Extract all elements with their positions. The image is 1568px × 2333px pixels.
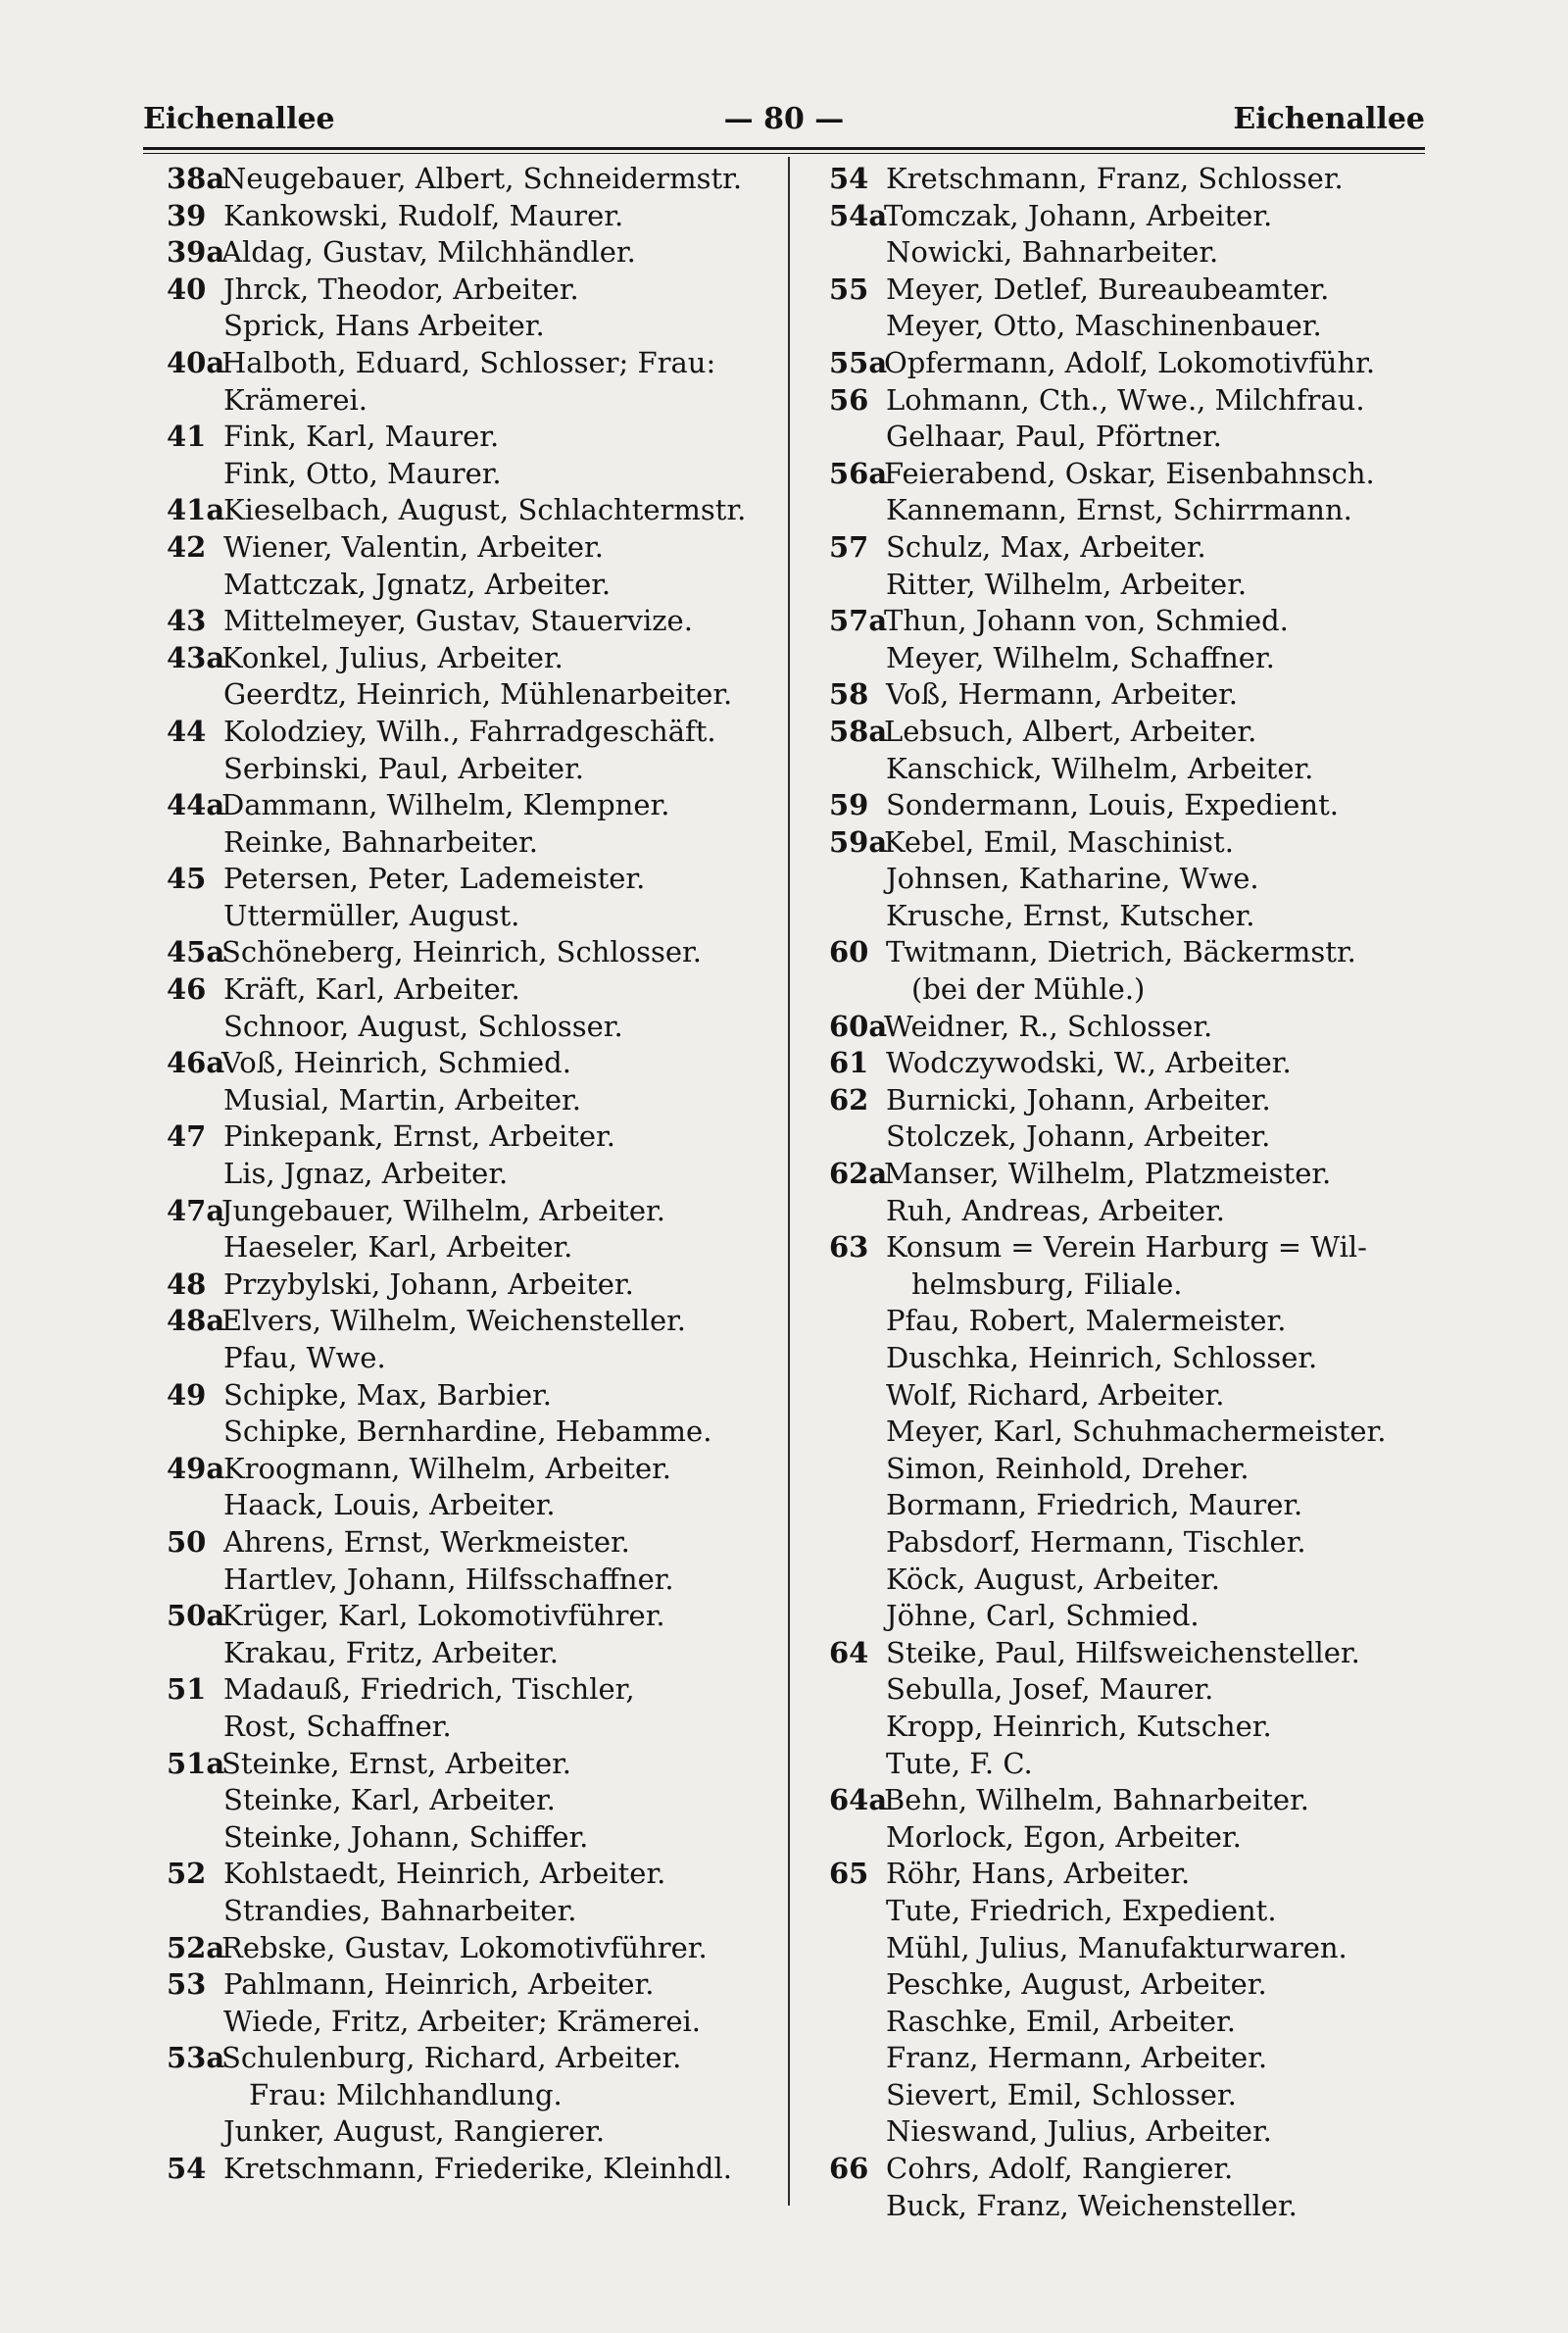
resident-text: Musial, Martin, Arbeiter.	[223, 1082, 581, 1117]
resident-text: Weidner, R., Schlosser.	[884, 1009, 1213, 1043]
house-number: 39a	[167, 235, 225, 270]
resident-text: Johnsen, Katharine, Wwe.	[886, 862, 1259, 896]
directory-entry	[167, 2004, 774, 2041]
directory-entry	[167, 198, 774, 235]
resident-text: Kroogmann, Wilhelm, Arbeiter.	[223, 1451, 672, 1485]
house-number: 64	[829, 1635, 869, 1669]
resident-text: Ritter, Wilhelm, Arbeiter.	[886, 567, 1248, 601]
directory-entry	[167, 1487, 774, 1524]
resident-text: Steinke, Karl, Arbeiter.	[223, 1783, 556, 1817]
resident-text: Haack, Louis, Arbeiter.	[223, 1488, 556, 1522]
directory-entry	[829, 714, 1437, 751]
directory-entry	[167, 640, 774, 677]
directory-entry	[829, 1377, 1437, 1415]
directory-entry	[167, 1377, 774, 1415]
house-number: 54a	[829, 198, 888, 232]
resident-text: Pinkepank, Ernst, Arbeiter.	[223, 1119, 615, 1154]
directory-entry	[829, 1303, 1437, 1340]
directory-entry	[829, 2188, 1437, 2225]
house-number: 53a	[167, 2041, 225, 2075]
column-divider	[788, 157, 790, 2206]
resident-text: Schipke, Bernhardine, Hebamme.	[223, 1415, 712, 1449]
resident-text: Steinke, Johann, Schiffer.	[223, 1819, 589, 1854]
directory-entry	[167, 714, 774, 751]
directory-entry	[829, 640, 1437, 677]
directory-entry	[167, 1156, 774, 1193]
directory-entry	[829, 2077, 1437, 2114]
resident-text: (bei der Mühle.)	[911, 972, 1146, 1007]
resident-text: Twitmann, Dietrich, Bäckermstr.	[886, 935, 1356, 969]
house-number: 55a	[829, 345, 888, 379]
resident-text: Krusche, Ernst, Kutscher.	[886, 898, 1255, 932]
resident-text: Pahlmann, Heinrich, Arbeiter.	[223, 1967, 655, 2002]
directory-entry	[829, 1966, 1437, 2004]
resident-text: Mühl, Julius, Manufakturwaren.	[886, 1930, 1348, 1964]
resident-text: Lohmann, Cth., Wwe., Milchfrau.	[886, 382, 1365, 417]
resident-text: Tomczak, Johann, Arbeiter.	[884, 198, 1273, 232]
directory-entry	[167, 1562, 774, 1599]
resident-text: Pfau, Wwe.	[223, 1341, 386, 1374]
house-number: 54	[829, 162, 869, 195]
directory-entry	[167, 1118, 774, 1156]
resident-text: Pabsdorf, Hermann, Tischler.	[886, 1524, 1306, 1559]
directory-entry	[167, 1671, 774, 1709]
resident-text: Wodczywodski, W., Arbeiter.	[886, 1046, 1292, 1080]
resident-text: Schöneberg, Heinrich, Schlosser.	[221, 935, 702, 969]
directory-entry	[167, 861, 774, 898]
house-number: 46a	[167, 1046, 225, 1080]
directory-entry	[167, 382, 774, 420]
resident-text: Steinke, Ernst, Arbeiter.	[221, 1746, 572, 1780]
house-number: 47a	[167, 1193, 225, 1227]
resident-text: Ruh, Andreas, Arbeiter.	[886, 1193, 1225, 1227]
house-number: 56	[829, 382, 869, 417]
house-number: 60a	[829, 1009, 888, 1043]
directory-entry	[829, 1524, 1437, 1562]
resident-text: Gelhaar, Paul, Pförtner.	[886, 420, 1222, 454]
house-number: 63	[829, 1230, 869, 1265]
page-number: — 80 —	[723, 102, 845, 136]
directory-entry	[829, 1118, 1437, 1156]
resident-text: Röhr, Hans, Arbeiter.	[886, 1857, 1191, 1891]
resident-text: Haeseler, Karl, Arbeiter.	[223, 1230, 573, 1265]
resident-text: Ahrens, Ernst, Werkmeister.	[223, 1524, 630, 1559]
directory-entry	[829, 492, 1437, 529]
directory-entry	[167, 419, 774, 456]
directory-entry	[167, 751, 774, 788]
directory-entry	[167, 2077, 774, 2114]
house-number: 49	[167, 1377, 207, 1412]
directory-entry	[829, 419, 1437, 456]
resident-text: Kretschmann, Franz, Schlosser.	[886, 162, 1344, 195]
resident-text: Neugebauer, Albert, Schneidermstr.	[221, 162, 743, 195]
house-number: 40a	[167, 345, 225, 379]
house-number: 48a	[167, 1304, 225, 1338]
directory-entry	[829, 787, 1437, 824]
resident-text: Konkel, Julius, Arbeiter.	[221, 640, 564, 674]
resident-text: Kräft, Karl, Arbeiter.	[223, 972, 520, 1007]
directory-entry	[829, 898, 1437, 935]
resident-text: Peschke, August, Arbeiter.	[886, 1967, 1267, 2002]
resident-text: Wiener, Valentin, Arbeiter.	[223, 529, 604, 564]
resident-text: Duschka, Heinrich, Schlosser.	[886, 1341, 1318, 1374]
house-number: 55	[829, 272, 869, 306]
house-number: 52a	[167, 1930, 225, 1964]
resident-text: Mittelmeyer, Gustav, Stauervize.	[223, 604, 693, 638]
resident-text: Meyer, Wilhelm, Schaffner.	[886, 640, 1275, 674]
directory-entry	[829, 2040, 1437, 2077]
directory-entry	[167, 1266, 774, 1304]
house-number: 52	[167, 1857, 207, 1891]
house-number: 44a	[167, 788, 225, 822]
directory-entry	[829, 1819, 1437, 1857]
house-number: 46	[167, 972, 207, 1007]
directory-entry	[829, 456, 1437, 493]
house-number: 51	[167, 1672, 207, 1707]
directory-entry	[829, 1856, 1437, 1893]
directory-entry	[167, 1746, 774, 1783]
resident-text: Serbinski, Paul, Arbeiter.	[223, 751, 584, 785]
directory-entry	[167, 567, 774, 604]
directory-entry	[167, 2113, 774, 2151]
resident-text: Behn, Wilhelm, Bahnarbeiter.	[884, 1783, 1309, 1817]
resident-text: Hartlev, Johann, Hilfsschaffner.	[223, 1562, 674, 1596]
header-street-right: Eichenallee	[1233, 102, 1425, 136]
directory-entry	[167, 1414, 774, 1451]
resident-text: Kebel, Emil, Maschinist.	[884, 824, 1234, 859]
directory-entry	[167, 272, 774, 309]
house-number: 61	[829, 1046, 869, 1080]
directory-entry	[829, 971, 1437, 1009]
house-number: 59	[829, 788, 869, 822]
directory-entry	[829, 567, 1437, 604]
directory-entry	[167, 456, 774, 493]
directory-entry	[829, 529, 1437, 567]
resident-text: Cohrs, Adolf, Rangierer.	[886, 2152, 1234, 2186]
resident-text: Raschke, Emil, Arbeiter.	[886, 2004, 1236, 2038]
resident-text: Krakau, Fritz, Arbeiter.	[223, 1635, 559, 1669]
resident-text: Kannemann, Ernst, Schirrmann.	[886, 493, 1352, 527]
directory-entry	[829, 1598, 1437, 1635]
house-number: 50a	[167, 1599, 225, 1633]
resident-text: Voß, Heinrich, Schmied.	[221, 1046, 571, 1080]
directory-entry	[829, 1266, 1437, 1304]
directory-entry	[167, 934, 774, 971]
house-number: 58	[829, 677, 869, 712]
house-number: 44	[167, 714, 207, 748]
resident-text: Lis, Jgnaz, Arbeiter.	[223, 1157, 509, 1191]
directory-entry	[829, 2113, 1437, 2151]
house-number: 60	[829, 935, 869, 969]
resident-text: Madauß, Friedrich, Tischler,	[223, 1672, 635, 1707]
resident-text: Morlock, Egon, Arbeiter.	[886, 1819, 1242, 1854]
page-header	[143, 98, 1425, 141]
resident-text: Halboth, Eduard, Schlosser; Frau:	[221, 345, 716, 379]
resident-text: Nowicki, Bahnarbeiter.	[886, 235, 1219, 270]
header-rule-thin	[143, 153, 1425, 154]
directory-entry	[829, 308, 1437, 345]
left-column	[167, 161, 774, 2188]
directory-entry	[167, 824, 774, 862]
directory-entry	[167, 1966, 774, 2004]
resident-text: Petersen, Peter, Lademeister.	[223, 862, 646, 896]
directory-entry	[829, 1635, 1437, 1672]
resident-text: Fink, Otto, Maurer.	[223, 456, 502, 490]
directory-entry	[167, 1045, 774, 1082]
directory-entry	[167, 898, 774, 935]
directory-entry	[167, 971, 774, 1009]
directory-entry	[829, 861, 1437, 898]
resident-text: Franz, Hermann, Arbeiter.	[886, 2041, 1268, 2075]
resident-text: Aldag, Gustav, Milchhändler.	[221, 235, 636, 270]
resident-text: Voß, Hermann, Arbeiter.	[886, 677, 1238, 712]
house-number: 45	[167, 862, 207, 896]
directory-entry	[829, 272, 1437, 309]
directory-entry	[167, 1856, 774, 1893]
resident-text: Meyer, Detlef, Bureaubeamter.	[886, 272, 1330, 306]
directory-entry	[829, 1229, 1437, 1266]
directory-entry	[167, 1819, 774, 1857]
directory-entry	[829, 1414, 1437, 1451]
house-number: 40	[167, 272, 207, 306]
resident-text: Sievert, Emil, Schlosser.	[886, 2077, 1237, 2111]
directory-entry	[829, 676, 1437, 714]
resident-text: Meyer, Otto, Maschinenbauer.	[886, 309, 1322, 343]
resident-text: Jhrck, Theodor, Arbeiter.	[223, 272, 579, 306]
resident-text: Simon, Reinhold, Dreher.	[886, 1451, 1250, 1485]
resident-text: Kankowski, Rudolf, Maurer.	[223, 198, 624, 232]
directory-entry	[829, 1746, 1437, 1783]
resident-text: Krüger, Karl, Lokomotivführer.	[221, 1599, 665, 1633]
house-number: 47	[167, 1119, 207, 1154]
directory-entry	[829, 1562, 1437, 1599]
directory-entry	[829, 1340, 1437, 1377]
directory-entry	[167, 1082, 774, 1119]
house-number: 58a	[829, 714, 888, 748]
resident-text: Wiede, Fritz, Arbeiter; Krämerei.	[223, 2004, 701, 2038]
resident-text: Schnoor, August, Schlosser.	[223, 1009, 623, 1043]
resident-text: Kohlstaedt, Heinrich, Arbeiter.	[223, 1857, 666, 1891]
resident-text: Geerdtz, Heinrich, Mühlenarbeiter.	[223, 677, 733, 712]
directory-entry	[167, 1598, 774, 1635]
house-number: 38a	[167, 162, 225, 195]
resident-text: Steike, Paul, Hilfsweichensteller.	[886, 1635, 1360, 1669]
directory-entry	[167, 1930, 774, 1967]
directory-entry	[829, 1451, 1437, 1488]
resident-text: Tute, F. C.	[886, 1746, 1033, 1780]
directory-entry	[829, 1709, 1437, 1746]
resident-text: Feierabend, Oskar, Eisenbahnsch.	[884, 456, 1375, 490]
directory-entry	[167, 308, 774, 345]
resident-text: Jungebauer, Wilhelm, Arbeiter.	[221, 1193, 665, 1227]
resident-text: Krämerei.	[223, 382, 368, 417]
house-number: 49a	[167, 1451, 225, 1485]
resident-text: Kolodziey, Wilh., Fahrradgeschäft.	[223, 714, 716, 748]
header-rule-thick	[143, 147, 1425, 150]
directory-entry	[167, 345, 774, 382]
directory-entry	[167, 1451, 774, 1488]
directory-entry	[829, 1009, 1437, 1046]
resident-text: Stolczek, Johann, Arbeiter.	[886, 1119, 1271, 1154]
directory-entry	[829, 1893, 1437, 1930]
directory-entry	[167, 2040, 774, 2077]
directory-entry	[167, 1229, 774, 1266]
house-number: 39	[167, 198, 207, 232]
directory-entry	[167, 161, 774, 198]
directory-entry	[829, 1156, 1437, 1193]
resident-text: Schipke, Max, Barbier.	[223, 1377, 552, 1412]
resident-text: Burnicki, Johann, Arbeiter.	[886, 1082, 1271, 1117]
directory-entry	[829, 751, 1437, 788]
house-number: 43a	[167, 640, 225, 674]
directory-entry	[167, 234, 774, 272]
house-number: 48	[167, 1266, 207, 1301]
house-number: 54	[167, 2152, 207, 2186]
directory-entry	[167, 529, 774, 567]
directory-entry	[829, 2151, 1437, 2188]
directory-entry	[829, 603, 1437, 640]
house-number: 65	[829, 1857, 869, 1891]
directory-entry	[167, 2151, 774, 2188]
directory-entry	[829, 382, 1437, 420]
house-number: 42	[167, 529, 207, 564]
house-number: 62a	[829, 1157, 888, 1191]
resident-text: Kropp, Heinrich, Kutscher.	[886, 1709, 1272, 1743]
house-number: 43	[167, 604, 207, 638]
resident-text: Uttermüller, August.	[223, 898, 520, 932]
resident-text: Mattczak, Jgnatz, Arbeiter.	[223, 567, 612, 601]
resident-text: Strandies, Bahnarbeiter.	[223, 1893, 577, 1927]
resident-text: Junker, August, Rangierer.	[223, 2114, 606, 2149]
resident-text: Rebske, Gustav, Lokomotivführer.	[221, 1930, 708, 1964]
resident-text: Konsum = Verein Harburg = Wil-	[886, 1230, 1367, 1265]
house-number: 41	[167, 420, 207, 454]
resident-text: Jöhne, Carl, Schmied.	[886, 1599, 1200, 1633]
resident-text: Sebulla, Josef, Maurer.	[886, 1672, 1214, 1707]
house-number: 41a	[167, 493, 225, 527]
directory-entry	[167, 1635, 774, 1672]
resident-text: Meyer, Karl, Schuhmachermeister.	[886, 1415, 1387, 1449]
resident-text: Köck, August, Arbeiter.	[886, 1562, 1220, 1596]
right-column	[829, 161, 1437, 2224]
directory-entry	[829, 2004, 1437, 2041]
directory-entry	[829, 1082, 1437, 1119]
directory-entry	[167, 1893, 774, 1930]
resident-text: Opfermann, Adolf, Lokomotivführ.	[884, 345, 1376, 379]
house-number: 57	[829, 529, 869, 564]
house-number: 57a	[829, 604, 888, 638]
resident-text: Rost, Schaffner.	[223, 1709, 452, 1743]
directory-entry	[167, 603, 774, 640]
resident-text: Frau: Milchhandlung.	[249, 2077, 563, 2111]
resident-text: Pfau, Robert, Malermeister.	[886, 1304, 1287, 1338]
directory-entry	[167, 1709, 774, 1746]
directory-entry	[829, 345, 1437, 382]
resident-text: Lebsuch, Albert, Arbeiter.	[884, 714, 1257, 748]
directory-entry	[167, 1524, 774, 1562]
directory-entry	[829, 198, 1437, 235]
resident-text: Dammann, Wilhelm, Klempner.	[221, 788, 670, 822]
directory-entry	[167, 492, 774, 529]
resident-text: Kieselbach, August, Schlachtermstr.	[223, 493, 747, 527]
resident-text: Reinke, Bahnarbeiter.	[223, 824, 538, 859]
resident-text: Sondermann, Louis, Expedient.	[886, 788, 1339, 822]
directory-entry	[829, 161, 1437, 198]
resident-text: Kanschick, Wilhelm, Arbeiter.	[886, 751, 1314, 785]
directory-entry	[829, 824, 1437, 862]
resident-text: Wolf, Richard, Arbeiter.	[886, 1377, 1225, 1412]
resident-text: Schulenburg, Richard, Arbeiter.	[221, 2041, 682, 2075]
house-number: 64a	[829, 1783, 888, 1817]
resident-text: Nieswand, Julius, Arbeiter.	[886, 2114, 1272, 2149]
resident-text: Przybylski, Johann, Arbeiter.	[223, 1266, 634, 1301]
directory-entry	[167, 676, 774, 714]
resident-text: helmsburg, Filiale.	[911, 1266, 1183, 1301]
resident-text: Thun, Johann von, Schmied.	[884, 604, 1289, 638]
directory-entry	[829, 1671, 1437, 1709]
resident-text: Kretschmann, Friederike, Kleinhdl.	[223, 2152, 732, 2186]
directory-entry	[167, 1009, 774, 1046]
directory-entry	[167, 1193, 774, 1230]
header-street-left: Eichenallee	[143, 102, 335, 136]
house-number: 53	[167, 1967, 207, 2002]
directory-entry	[829, 1193, 1437, 1230]
house-number: 59a	[829, 824, 888, 859]
directory-entry	[167, 1782, 774, 1819]
house-number: 66	[829, 2152, 869, 2186]
directory-entry	[167, 1303, 774, 1340]
directory-entry	[829, 1930, 1437, 1967]
resident-text: Bormann, Friedrich, Maurer.	[886, 1488, 1303, 1522]
house-number: 56a	[829, 456, 888, 490]
directory-entry	[829, 1782, 1437, 1819]
directory-entry	[167, 787, 774, 824]
directory-entry	[829, 934, 1437, 971]
resident-text: Manser, Wilhelm, Platzmeister.	[884, 1157, 1332, 1191]
house-number: 45a	[167, 935, 225, 969]
directory-entry	[829, 1045, 1437, 1082]
resident-text: Sprick, Hans Arbeiter.	[223, 309, 545, 343]
directory-entry	[167, 1340, 774, 1377]
resident-text: Elvers, Wilhelm, Weichensteller.	[221, 1304, 687, 1338]
house-number: 50	[167, 1524, 207, 1559]
resident-text: Fink, Karl, Maurer.	[223, 420, 500, 454]
directory-entry	[829, 1487, 1437, 1524]
resident-text: Buck, Franz, Weichensteller.	[886, 2188, 1298, 2222]
resident-text: Schulz, Max, Arbeiter.	[886, 529, 1206, 564]
resident-text: Tute, Friedrich, Expedient.	[886, 1893, 1277, 1927]
house-number: 51a	[167, 1746, 225, 1780]
house-number: 62	[829, 1082, 869, 1117]
directory-entry	[829, 234, 1437, 272]
